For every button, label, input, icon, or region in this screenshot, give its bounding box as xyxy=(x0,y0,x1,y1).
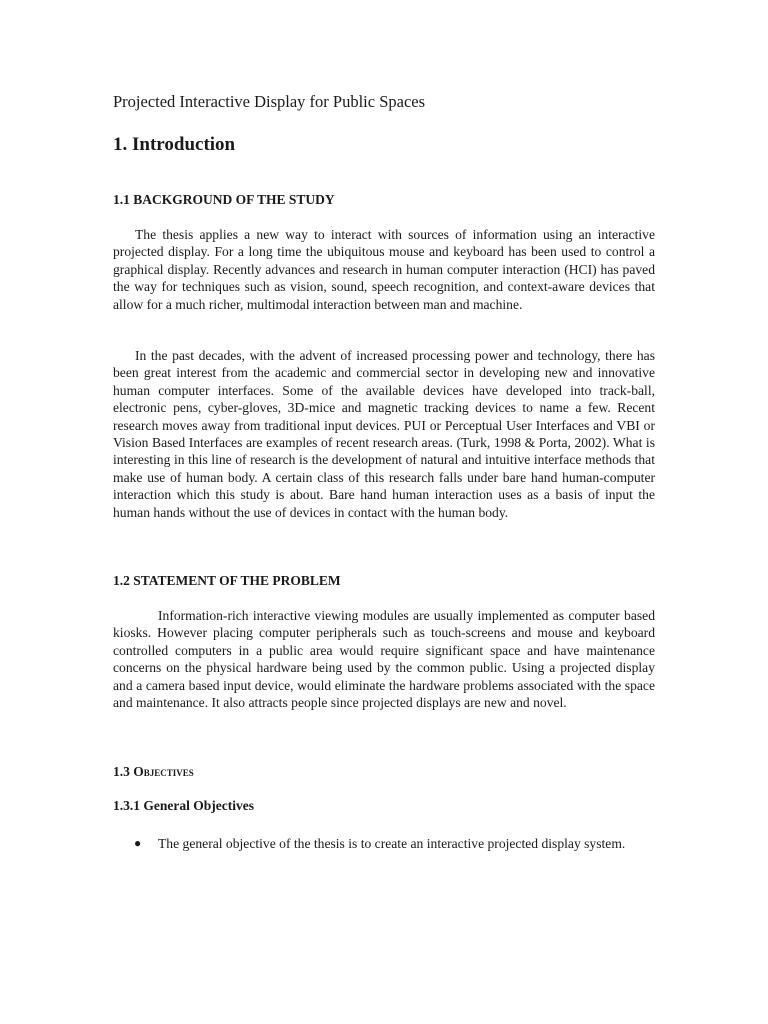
paragraph-background-1: The thesis applies a new way to interact with sources of information using an interactive projected display. For a long time the ubiquitous mouse and keyboard has been used to control a graphical display. Recently advances and research in human computer interaction (HCI) has paved the way for techniques such as vision, sound, speech recognition, and context-aware devices that allow for a much richer, multimodal interaction between man and machine. xyxy=(113,227,655,312)
section-heading-problem: 1.2 STATEMENT OF THE PROBLEM xyxy=(113,573,341,588)
chapter-heading: 1. Introduction xyxy=(113,134,236,155)
section-heading-objectives: 1.3 Objectives xyxy=(113,764,194,779)
section-heading-background: 1.1 BACKGROUND OF THE STUDY xyxy=(113,192,335,207)
list-item-text: The general objective of the thesis is to create an interactive projected display system. xyxy=(158,836,626,851)
document-title: Projected Interactive Display for Public Spaces xyxy=(113,92,426,111)
bullet-icon: ● xyxy=(134,836,142,850)
paragraph-problem-1: Information-rich interactive viewing modules are usually implemented as computer based kiosks. However placing computer peripherals such as touch-screens and mouse and keyboard controlled computers in a public area would require significant space and have maintenance concerns on the physical hardware being used by the common public. Using a projected display and a camera based input device, would eliminate the hardware problems associated with the space and maintenance. It also attracts people since projected displays are new and novel. xyxy=(113,608,655,711)
subsection-heading-general-objectives: 1.3.1 General Objectives xyxy=(113,798,254,813)
paragraph-background-2: In the past decades, with the advent of increased processing power and technology, there has been great interest from the academic and commercial sector in developing new and innovative human computer interfaces. Some of the available devices have developed into track-ball, electronic pens, cyber-gloves, 3D-mice and magnetic tracking devices to name a few. Recent research moves away from traditional input devices. PUI or Perceptual User Interfaces and VBI or Vision Based Interfaces are examples of recent research areas. (Turk, 1998 & Porta, 2002). What is interesting in this line of research is the development of natural and intuitive interface methods that make use of human body. A certain class of this research falls under bare hand human-computer interaction which this study is about. Bare hand human interaction uses as a basis of input the human hands without the use of devices in contact with the human body. xyxy=(113,348,655,520)
